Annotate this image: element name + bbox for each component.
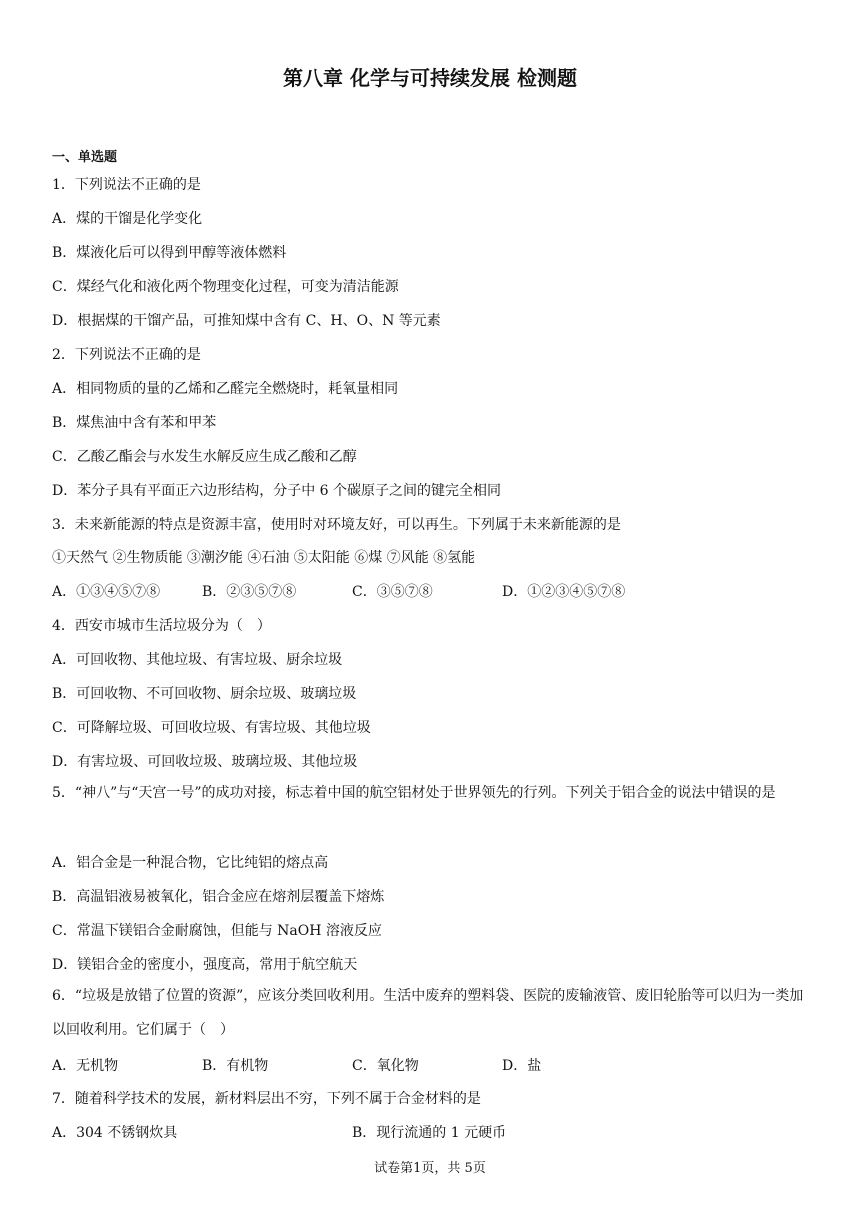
- question-4-option-d: D．有害垃圾、可回收垃圾、玻璃垃圾、其他垃圾: [52, 754, 358, 770]
- question-6-options: [52, 1055, 541, 1075]
- question-7-option-a: A．304 不锈钢炊具: [52, 1125, 178, 1141]
- question-2-option-d: D．苯分子具有平面正六边形结构，分子中 6 个碳原子之间的键完全相同: [52, 483, 502, 499]
- question-3-option-c: C．③⑤⑦⑧: [352, 584, 433, 600]
- question-1-option-b: B．煤液化后可以得到甲醇等液体燃料: [52, 245, 287, 261]
- question-5-option-a: A．铝合金是一种混合物，它比纯铝的熔点高: [52, 855, 329, 871]
- question-5-option-d: D．镁铝合金的密度小，强度高，常用于航空航天: [52, 957, 358, 973]
- question-7-stem: 7．随着科学技术的发展，新材料层出不穷，下列不属于合金材料的是: [52, 1091, 481, 1107]
- question-6-option-a: A．无机物: [52, 1058, 119, 1074]
- question-6-option-d: D．盐: [502, 1058, 542, 1074]
- question-2-stem: 2．下列说法不正确的是: [52, 347, 201, 363]
- page-title: 第八章 化学与可持续发展 检测题: [283, 66, 577, 90]
- question-3-options: [52, 581, 625, 601]
- question-5-option-c: C．常温下镁铝合金耐腐蚀，但能与 NaOH 溶液反应: [52, 923, 382, 939]
- question-3-option-a: A．①③④⑤⑦⑧: [52, 584, 161, 600]
- question-2-option-c: C．乙酸乙酯会与水发生水解反应生成乙酸和乙醇: [52, 449, 357, 465]
- question-5-option-b: B．高温铝液易被氧化，铝合金应在熔剂层覆盖下熔炼: [52, 889, 385, 905]
- question-6-stem: 6．“垃圾是放错了位置的资源”，应该分类回收利用。生活中废弃的塑料袋、医院的废输液管、废旧轮胎等可以归为一类加以回收利用。它们属于（ ）: [52, 988, 804, 1038]
- question-3-option-d: D．①②③④⑤⑦⑧: [502, 584, 626, 600]
- question-4-option-b: B．可回收物、不可回收物、厨余垃圾、玻璃垃圾: [52, 686, 357, 702]
- question-5-stem: 5．“神八”与“天宫一号”的成功对接，标志着中国的航空铝材处于世界领先的行列。下列关于铝合金的说法中错误的是: [52, 785, 776, 801]
- question-1-option-d: D．根据煤的干馏产品，可推知煤中含有 C、H、O、N 等元素: [52, 313, 441, 329]
- question-3-item-list: ①天然气 ②生物质能 ③潮汐能 ④石油 ⑤太阳能 ⑥煤 ⑦风能 ⑧氢能: [52, 550, 476, 566]
- page-footer: 试卷第1页，共 5页: [374, 1161, 486, 1176]
- question-7-options: [52, 1122, 506, 1142]
- question-7-option-b: B．现行流通的 1 元硬币: [352, 1125, 507, 1141]
- question-6-option-c: C．氧化物: [352, 1058, 419, 1074]
- section-heading: 一、单选题: [52, 150, 118, 165]
- question-4-option-c: C．可降解垃圾、可回收垃圾、有害垃圾、其他垃圾: [52, 720, 371, 736]
- question-4-stem: 4．西安市城市生活垃圾分为（ ）: [52, 618, 271, 634]
- question-1-stem: 1．下列说法不正确的是: [52, 177, 201, 193]
- question-4-option-a: A．可回收物、其他垃圾、有害垃圾、厨余垃圾: [52, 652, 343, 668]
- question-6-option-b: B．有机物: [202, 1058, 269, 1074]
- question-1-option-c: C．煤经气化和液化两个物理变化过程，可变为清洁能源: [52, 279, 399, 295]
- question-2-option-b: B．煤焦油中含有苯和甲苯: [52, 415, 217, 431]
- question-1-option-a: A．煤的干馏是化学变化: [52, 211, 203, 227]
- question-3-option-b: B．②③⑤⑦⑧: [202, 584, 297, 600]
- question-3-stem: 3．未来新能源的特点是资源丰富，使用时对环境友好，可以再生。下列属于未来新能源的是: [52, 517, 621, 533]
- question-2-option-a: A．相同物质的量的乙烯和乙醛完全燃烧时，耗氧量相同: [52, 381, 399, 397]
